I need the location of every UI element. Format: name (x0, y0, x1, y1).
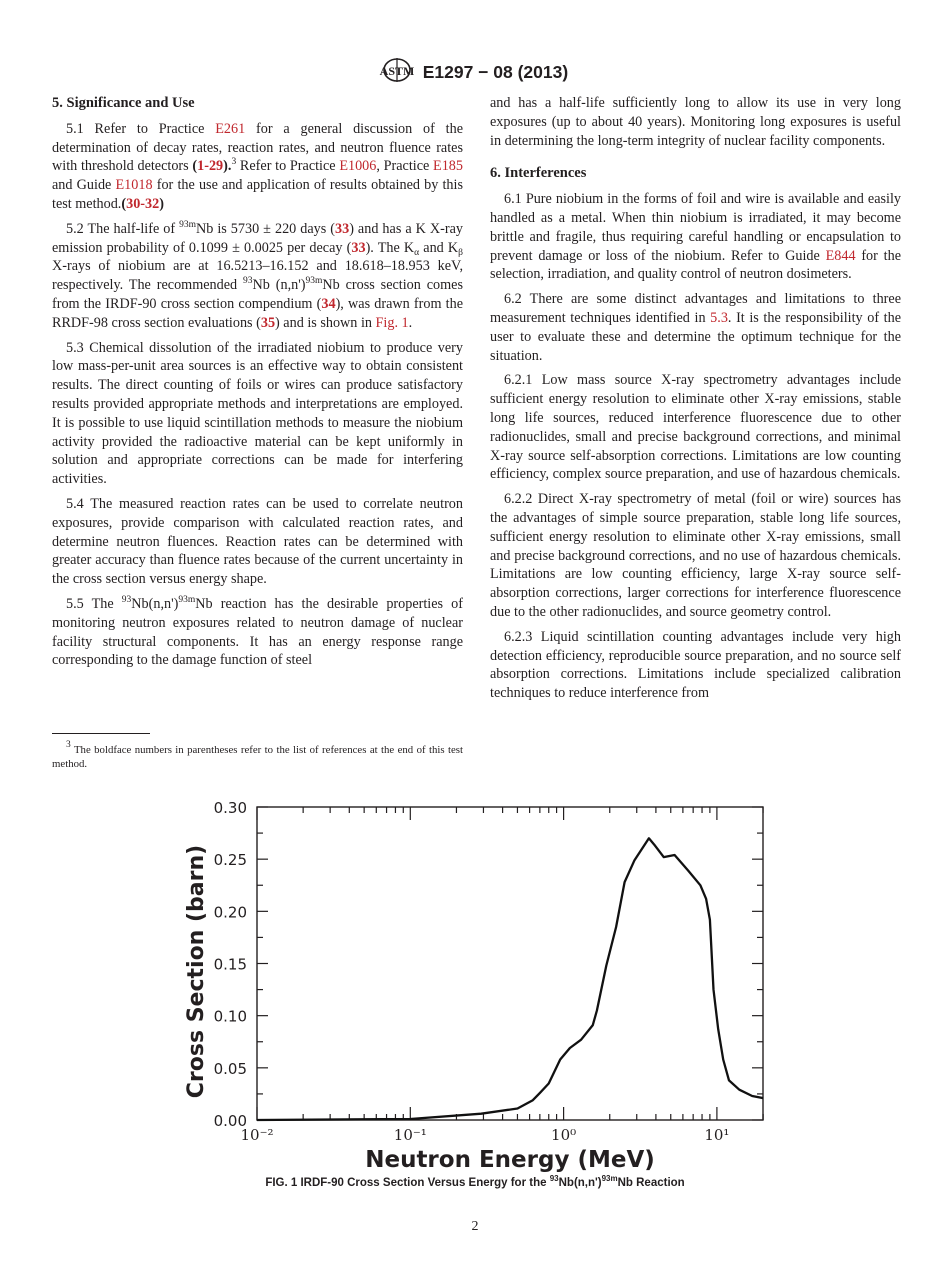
y-tick-label: 0.05 (213, 1059, 247, 1078)
citation-30-32[interactable]: 30-32 (126, 195, 160, 212)
astm-logo-icon (379, 57, 415, 88)
link-e1006[interactable]: E1006 (339, 158, 377, 175)
paragraph-6-2-1: 6.2.1 Low mass source X-ray spectrometry advantages include sufficient energy resolution to eliminate other X-ray emissions, stable long life sources, reduced interference fluorescence due to other radionuclides, small and precise background corrections, and minimal X-ray source self-absorption corrections. Limitations are low counting efficiency, complex source preparation, and use of hazardous chemicals. (490, 372, 901, 483)
paragraph-5-5-continued: and has a half-life sufficiently long to allow its use in very long exposures (up to about 40 years). Monitoring long exposures is useful in determining the long-term integrity of nuclear facility components. (490, 95, 901, 149)
page-header (0, 57, 950, 88)
link-e185[interactable]: E185 (433, 158, 463, 175)
y-tick-label: 0.25 (213, 851, 247, 870)
x-tick-label: 10⁰ (551, 1126, 577, 1144)
citation-35[interactable]: 35 (260, 314, 276, 331)
y-tick-label: 0.00 (213, 1112, 247, 1130)
page-number: 2 (471, 1219, 479, 1234)
svg-text:ASTM: ASTM (379, 64, 415, 78)
paragraph-6-2: 6.2 There are some distinct advantages and limitations to three measurement techniques identified in 5.3. It is the responsibility of the user to evaluate these and determine the optimum technique for the situation. (490, 291, 901, 364)
footnote-3: $^3$ The boldface numbers in parentheses refer to the list of references at the end of this test method. (52, 740, 463, 770)
link-fig-1[interactable]: Fig. 1 (375, 314, 409, 331)
y-tick-label: 0.20 (213, 903, 247, 922)
citation-33[interactable]: 33 (351, 239, 366, 256)
paragraph-6-2-3: 6.2.3 Liquid scintillation counting advantages include very high detection efficiency, reproducible source preparation, and no source self absorption corrections. Limitations include specialized calibration techniques to reduce interference from (490, 628, 901, 702)
paragraph-5-1: 5.1 Refer to Practice E261 for a general discussion of the determination of decay rates, reaction rates, and neutron fluence rates with threshold detectors (1-29).$^3$ Refer to Practice E1006, Practice E185 and Guide E1018 for the use and application of results obtained by this test method.(30-32) (52, 120, 464, 212)
section-6-heading: 6. Interferences (490, 165, 587, 182)
y-tick-label: 0.30 (213, 799, 247, 817)
x-axis-label: Neutron Energy (MeV) (365, 1147, 655, 1173)
paragraph-5-3: 5.3 Chemical dissolution of the irradiated niobium to produce very low mass-per-unit area sources is an effective way to obtain consistent results. The direct counting of foils or wires can produce satisfactory results provided appropriate methods and interpretations are employed. It is possible to use liquid scintillation methods to measure the niobium activity provided the radioactive material can be kept uniformly in solution and appropriate corrections can be made for interfering activities. (52, 339, 463, 488)
x-tick-label: 10¹ (704, 1126, 730, 1144)
cross-section-curve (257, 838, 763, 1120)
y-axis-label: Cross Section (barn) (184, 844, 209, 1099)
section-5-heading: 5. Significance and Use (52, 95, 195, 111)
standard-designation: E1297 − 08 (2013) (422, 62, 569, 82)
paragraph-5-4: 5.4 The measured reaction rates can be used to correlate neutron exposures, provide comparison with calculated reaction rates, and determine neutron fluences. Reaction rates can be determined with greater accuracy than fluence rates because of the current uncertainty in the cross section versus energy shape. (52, 495, 463, 588)
paragraph-5-2: 5.2 The half-life of $^{93m}$Nb is 5730 ± 220 days (33) and has a K X-ray emission probability of 0.1099 ± 0.0025 per decay (33). The $K_\alpha$ and $K_\beta$ X-rays of niobium are at 16.5213–16.152 and 18.618–18.953 keV, respectively. The recommended $^{93}$Nb $(n,n')^{93m}Nb$ cross section comes from the IRDF-90 cross section compendium (34), was drawn from the RRDF-98 cross section evaluations (35) and is shown in Fig. 1. (52, 219, 464, 331)
paragraph-6-1: 6.1 Pure niobium in the forms of foil and wire is available and easily handled as a metal. When thin niobium is irradiated, it may become brittle and fragile, thus requiring careful handling or encapsulation to prevent damage or loss of the niobium. Refer to Guide E844 for the selection, irradiation, and quality control of neutron dosimeters. (490, 191, 901, 283)
link-e261[interactable]: E261 (215, 120, 246, 137)
figure-caption: FIG. 1 IRDF-90 Cross Section Versus Energy for the $^{93}Nb(n,n')^{93m}Nb$ Reaction (265, 1174, 685, 1189)
citation-1-29[interactable]: 1-29 (197, 158, 224, 175)
y-tick-label: 0.10 (213, 1007, 247, 1026)
left-column (52, 94, 463, 676)
citation-33[interactable]: 33 (335, 220, 350, 237)
link-section-5-3[interactable]: 5.3 (710, 309, 728, 326)
x-tick-label: 10⁻² (240, 1126, 274, 1144)
link-e844[interactable]: E844 (825, 247, 856, 264)
footnote-divider (52, 733, 150, 734)
citation-34[interactable]: 34 (321, 295, 336, 312)
paragraph-5-5: 5.5 The $^{93}Nb(n,n')^{93m}Nb$ reaction has the desirable properties of monitoring neutron exposures related to neutron damage of nuclear facility structural components. It has an energy response range corresponding to the damage function of steel (52, 594, 463, 669)
paragraph-6-2-2: 6.2.2 Direct X-ray spectrometry of metal (foil or wire) sources has the advantages of simple source preparation, stable long life sources, sufficient energy resolution to eliminate other X-ray emissions, small and precise background corrections, and no use of hazardous chemicals. Limitations are low counting efficiency, large X-ray source self-absorption corrections, larger corrections for interference fluorescence due to the other radionuclides, and source geometry control. (490, 491, 901, 620)
x-tick-label: 10⁻¹ (393, 1126, 427, 1144)
footnote-mark-3[interactable]: 3 (231, 157, 237, 168)
y-tick-label: 0.15 (213, 955, 247, 974)
right-column (490, 94, 901, 709)
link-e1018[interactable]: E1018 (115, 177, 153, 194)
plot-frame (257, 807, 763, 1120)
